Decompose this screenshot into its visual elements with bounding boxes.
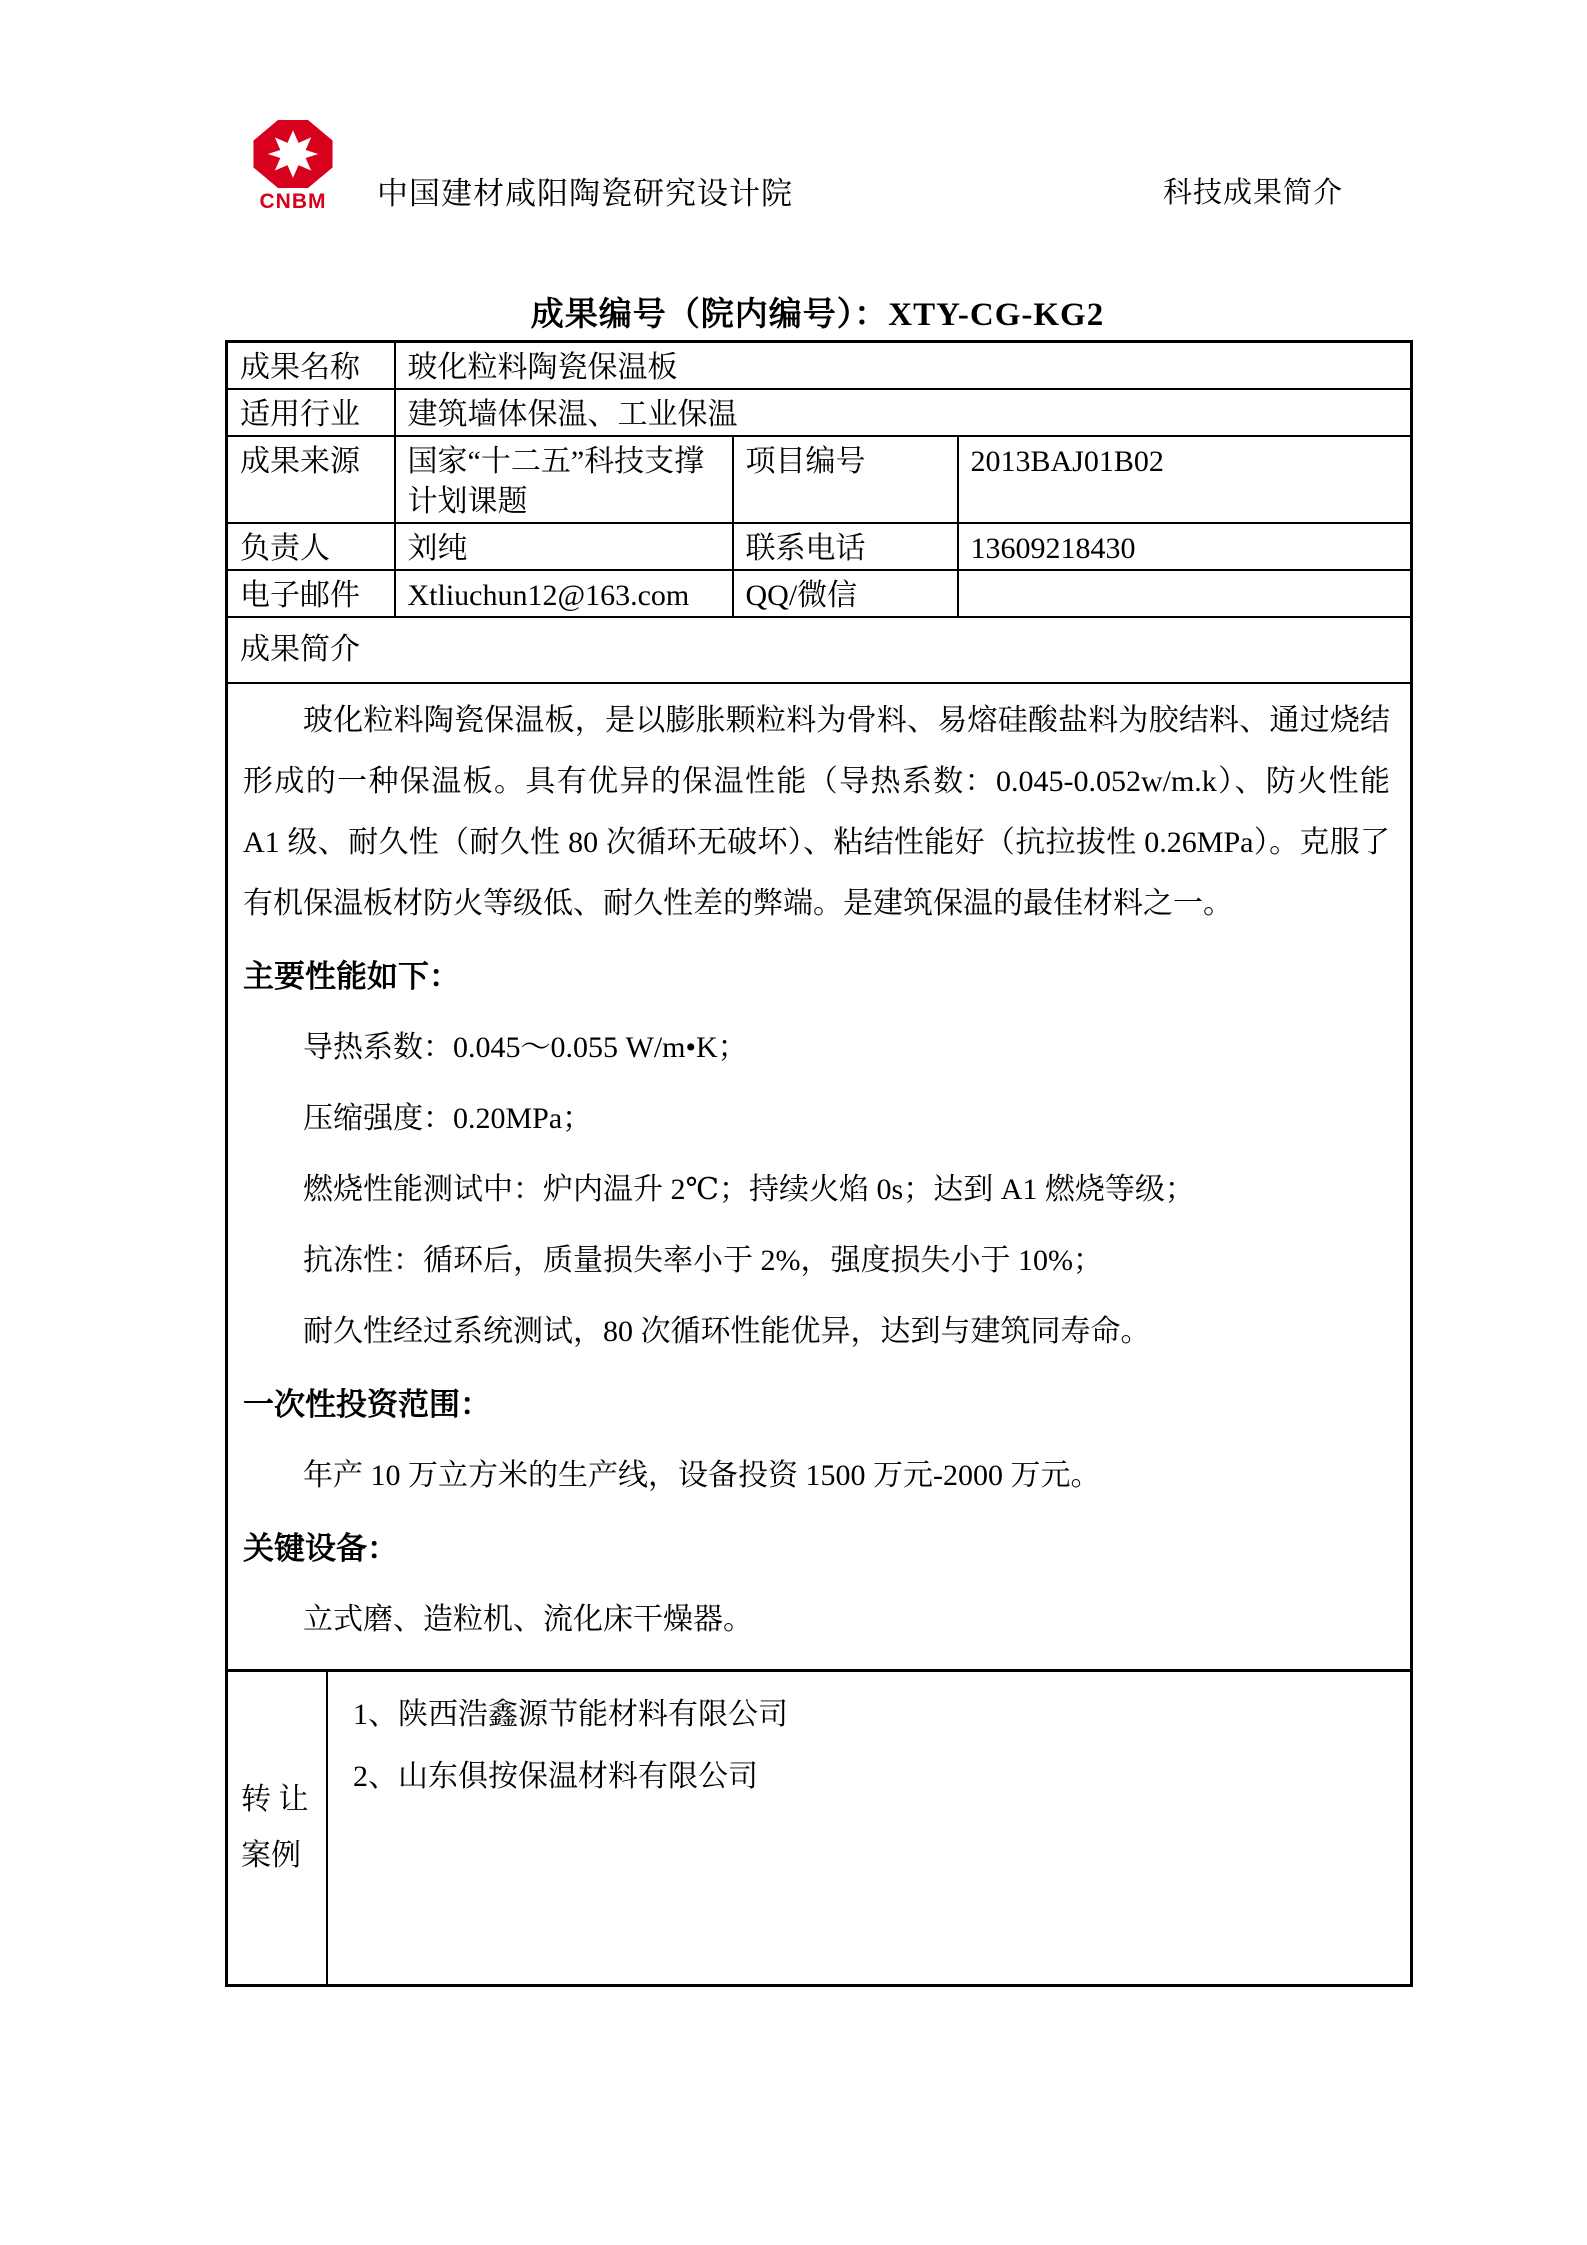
source-label: 成果来源 bbox=[227, 436, 395, 523]
cnbm-logo-text: CNBM bbox=[259, 190, 327, 213]
transfer-case-list bbox=[328, 1672, 1410, 1984]
name-value: 玻化粒料陶瓷保温板 bbox=[395, 342, 1412, 390]
page-title: 成果编号（院内编号）：XTY-CG-KG2 bbox=[530, 297, 1105, 333]
leader-label: 负责人 bbox=[227, 523, 395, 570]
transfer-label-line: 案例 bbox=[241, 1838, 301, 1872]
project-no-label: 项目编号 bbox=[733, 436, 958, 523]
performance-item: 耐久性经过系统测试，80 次循环性能优异，达到与建筑同寿命。 bbox=[303, 1315, 1151, 1348]
table-row bbox=[227, 617, 1412, 683]
email-label: 电子邮件 bbox=[227, 570, 395, 617]
performance-item: 抗冻性：循环后，质量损失率小于 2%，强度损失小于 10%； bbox=[303, 1244, 1103, 1277]
transfer-case-item: 2、山东俱按保温材料有限公司 bbox=[353, 1759, 758, 1793]
table-row bbox=[227, 436, 1412, 523]
cnbm-octagon-star-icon bbox=[253, 120, 333, 188]
phone-value: 13609218430 bbox=[958, 523, 1412, 570]
investment-heading: 一次性投资范围： bbox=[243, 1387, 491, 1422]
doc-type-label: 科技成果简介 bbox=[1163, 177, 1344, 209]
summary-section-label: 成果简介 bbox=[227, 617, 1412, 683]
transfer-label-line: 转 让 bbox=[241, 1782, 309, 1816]
summary-paragraph: 玻化粒料陶瓷保温板，是以膨胀颗粒料为骨料、易熔硅酸盐料为胶结料、通过烧结形成的一种保温板。具有优异的保温性能（导热系数：0.045-0.052w/m.k）、防火性能 A1 级、耐久性（耐久性 80 次循环无破坏）、粘结性能好（抗拉拔性 0.26MPa）。克服了有机保温板材防火等级低、耐久性差的弊端。是建筑保温的最佳材料之一。 bbox=[243, 704, 1391, 920]
transfer-section-label bbox=[228, 1672, 328, 1984]
name-label: 成果名称 bbox=[227, 342, 395, 390]
investment-text: 年产 10 万立方米的生产线，设备投资 1500 万元-2000 万元。 bbox=[303, 1459, 1101, 1492]
table-row bbox=[227, 570, 1412, 617]
performance-heading: 主要性能如下： bbox=[243, 959, 460, 994]
achievement-table bbox=[225, 340, 1413, 1987]
transfer-cases-cell bbox=[227, 1670, 1412, 1985]
leader-value: 刘纯 bbox=[395, 523, 733, 570]
equipment-heading: 关键设备： bbox=[243, 1531, 398, 1566]
table-row bbox=[227, 523, 1412, 570]
source-value: 国家“十二五”科技支撑计划课题 bbox=[395, 436, 733, 523]
equipment-text: 立式磨、造粒机、流化床干燥器。 bbox=[303, 1603, 753, 1636]
performance-item: 燃烧性能测试中：炉内温升 2℃；持续火焰 0s；达到 A1 燃烧等级； bbox=[303, 1173, 1195, 1206]
table-row bbox=[227, 342, 1412, 390]
table-row bbox=[227, 1670, 1412, 1985]
qq-value bbox=[958, 570, 1412, 617]
phone-label: 联系电话 bbox=[733, 523, 958, 570]
transfer-case-item: 1、陕西浩鑫源节能材料有限公司 bbox=[353, 1697, 788, 1731]
performance-item: 压缩强度：0.20MPa； bbox=[303, 1102, 593, 1135]
institute-name: 中国建材咸阳陶瓷研究设计院 bbox=[377, 176, 793, 211]
qq-label: QQ/微信 bbox=[733, 570, 958, 617]
table-row bbox=[227, 389, 1412, 436]
table-row bbox=[227, 683, 1412, 1670]
email-value: Xtliuchun12@163.com bbox=[395, 570, 733, 617]
cnbm-logo bbox=[238, 120, 348, 220]
industry-value: 建筑墙体保温、工业保温 bbox=[395, 389, 1412, 436]
summary-content-cell bbox=[227, 683, 1412, 1670]
project-no-value: 2013BAJ01B02 bbox=[958, 436, 1412, 523]
performance-item: 导热系数：0.045～0.055 W/m•K； bbox=[303, 1031, 748, 1064]
industry-label: 适用行业 bbox=[227, 389, 395, 436]
